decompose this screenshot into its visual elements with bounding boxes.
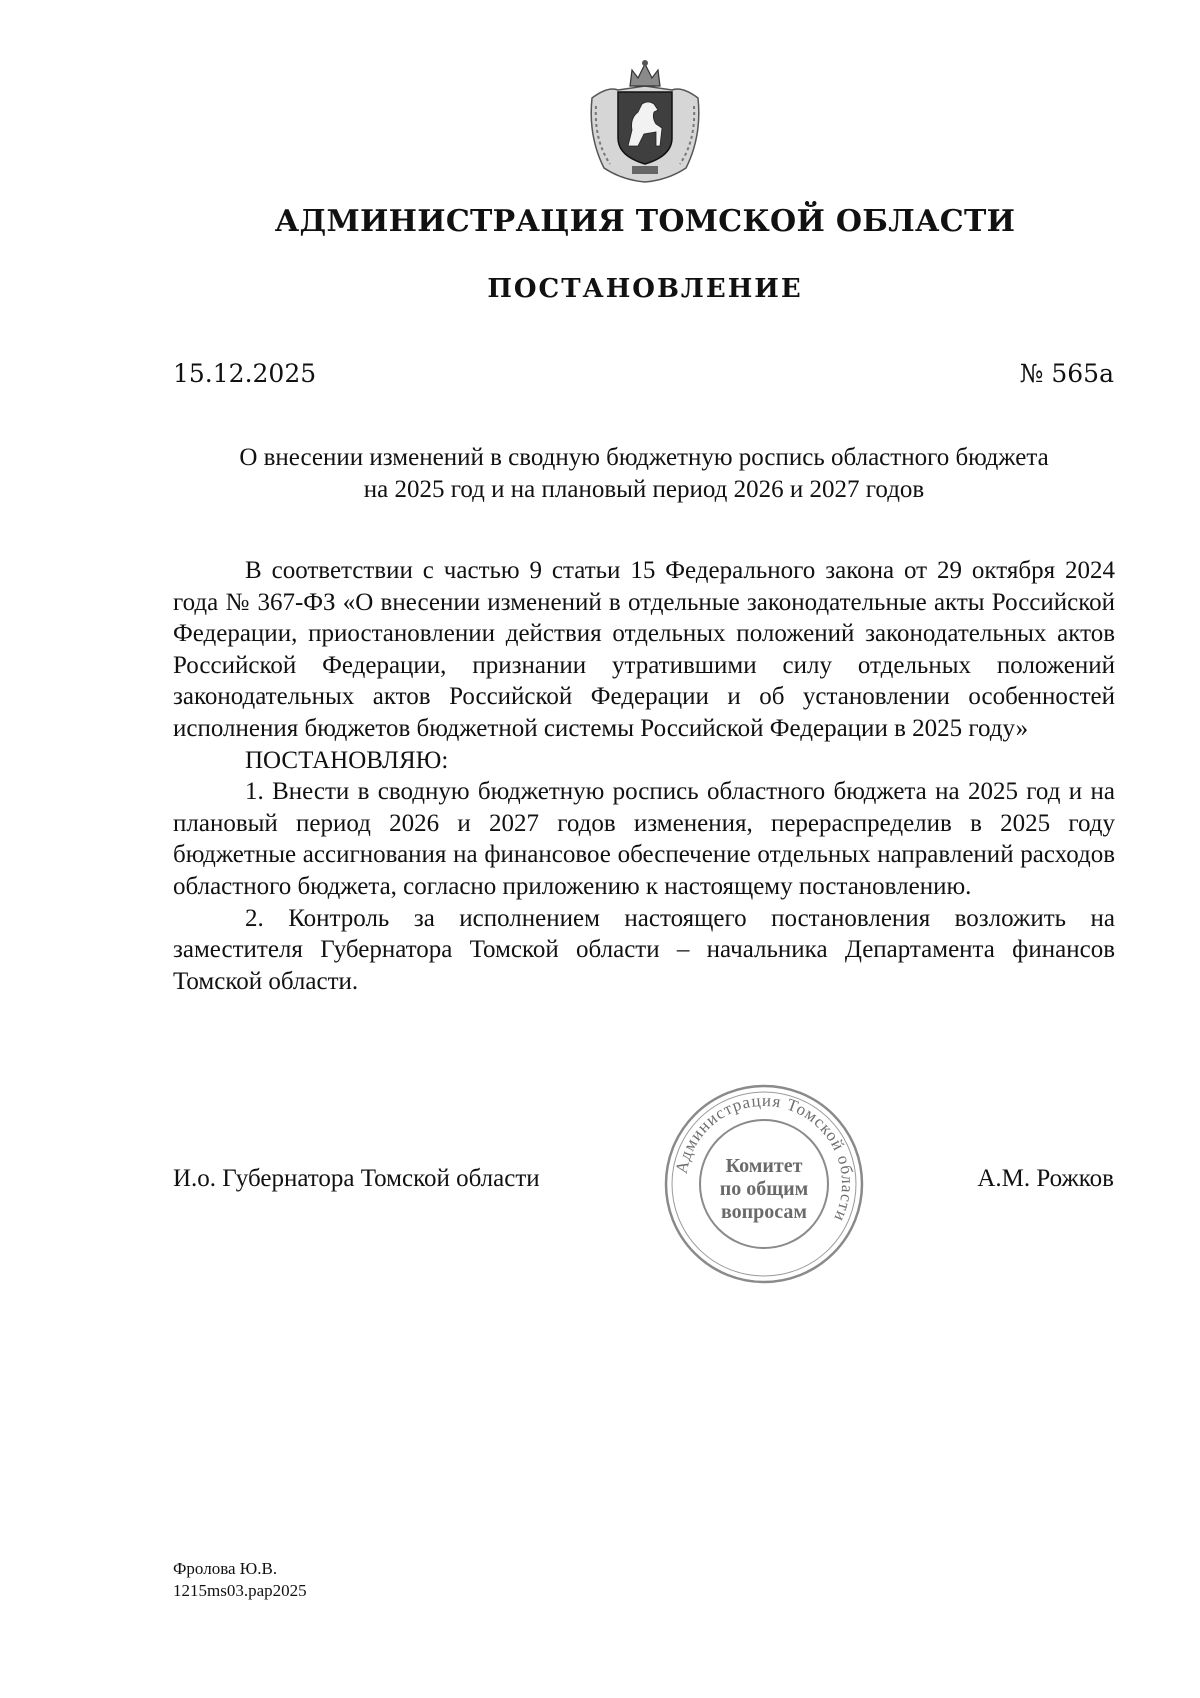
- stamp-line: вопросам: [720, 1201, 808, 1223]
- executor-block: [173, 1558, 307, 1602]
- document-body: [173, 555, 1115, 997]
- preamble-paragraph: В соответствии с частью 9 статьи 15 Федерального закона от 29 октября 2024 года № 367-ФЗ «О внесении изменений в отдельные законодательные акты Российской Федерации, приостановлении действия отдельных положений законодательных актов Российской Федерации, признании утратившими силу отдельных положений законодательных актов Российской Федерации и об установлении особенностей исполнения бюджетов бюджетной системы Российской Федерации в 2025 году»: [173, 557, 1115, 742]
- document-type: ПОСТАНОВЛЕНИЕ: [487, 274, 803, 304]
- stamp-ring-text: Администрация Томской области: [671, 1090, 858, 1226]
- file-code: 1215ms03.pap2025: [173, 1581, 307, 1600]
- clause-2: 2. Контроль за исполнением настоящего постановления возложить на заместителя Губернатора Томской области – начальника Департамента финансов Томской области.: [173, 904, 1115, 995]
- executor-name: Фролова Ю.В.: [173, 1559, 278, 1578]
- resolve-heading: ПОСТАНОВЛЯЮ:: [245, 746, 449, 774]
- document-date: 15.12.2025: [173, 359, 317, 388]
- signatory-name: А.М. Рожков: [977, 1165, 1114, 1192]
- signatory-position: И.о. Губернатора Томской области: [173, 1165, 540, 1192]
- organization-title: АДМИНИСТРАЦИЯ ТОМСКОЙ ОБЛАСТИ: [274, 204, 1016, 239]
- stamp-line: Комитет: [725, 1155, 803, 1177]
- clause-1: 1. Внести в сводную бюджетную роспись областного бюджета на 2025 год и на плановый период 2026 и 2027 годов изменения, перераспределив в 2025 году бюджетные ассигнования на финансовое обеспечение отдельных направлений расходов областного бюджета, согласно приложению к настоящему постановлению.: [173, 778, 1115, 900]
- official-stamp: [658, 1078, 870, 1290]
- subject-line: на 2025 год и на плановый период 2026 и 2027 годов: [363, 476, 925, 503]
- document-number: № 565а: [1019, 359, 1114, 388]
- stamp-line: по общим: [719, 1178, 809, 1200]
- document-subject: [173, 442, 1115, 506]
- subject-line: О внесении изменений в сводную бюджетную роспись областного бюджета: [239, 444, 1049, 471]
- coat-of-arms-icon: [582, 56, 708, 184]
